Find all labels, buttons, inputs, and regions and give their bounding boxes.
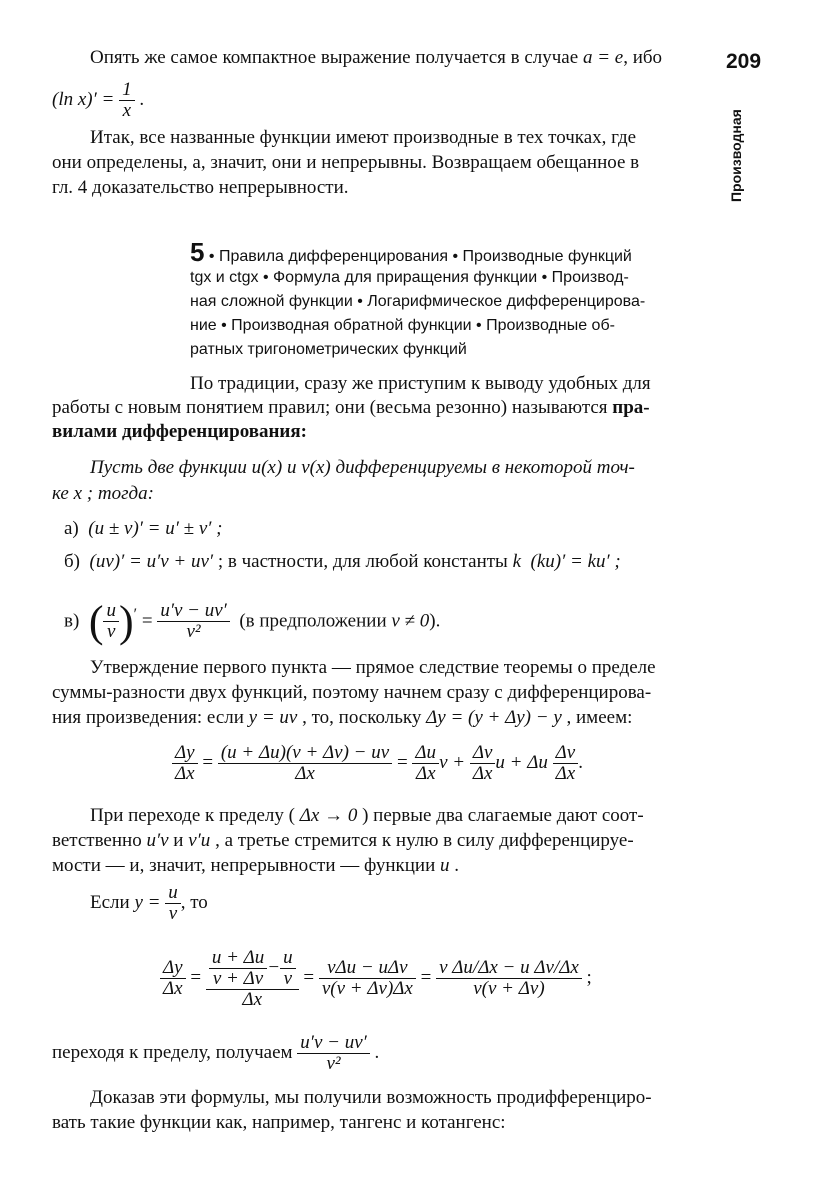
paragraph-line: вилами дифференцирования: [52, 421, 307, 442]
paragraph-line: они определены, а, значит, они и непрерывны. Возвращаем обещанное в [52, 152, 640, 173]
equation-quotient: $\frac{\Delta y}{\Delta x}$ = $\frac{u + \Delta u}{v + \Delta v}$ − $\frac{u}{v}$ Δx = $\frac{\text{vΔu − uΔv}}{v(v + \Delta v)\Delta x}$ = $\frac{\text{v Δu/Δx − u Δv/Δx}}{v(v + \Delta v)}$ ; [160, 938, 592, 1018]
paragraph-line: вать такие функции как, например, тангенс и котангенс: [52, 1112, 506, 1133]
section-heading-line: ратных тригонометрических функций [190, 341, 467, 358]
equation-product: $\frac{\Delta y}{\Delta x}$ = $\frac{(u + \Delta u)(v + \Delta v) - uv}{\Delta x}$ = $\frac{\Delta u}{\Delta x}$ v + $\frac{\Delta v}{\Delta x}$ u + Δu $\frac{\Delta v}{\Delta x}$ . [172, 738, 583, 788]
paragraph-line: При переходе к пределу ( Δx → 0 ) первые два слагаемые дают соот- [90, 805, 644, 826]
rule-b: б) (uv)′ = u′v + uv′ ; в частности, для любой константы k (ku)′ = ku′ ; [64, 551, 621, 572]
paragraph-line: ния произведения: если y = uv , то, поскольку Δy = (y + Δy) − y , имеем: [52, 707, 633, 728]
formula-ln-derivative: (ln x)′ = $\frac{1}{x}$ . [52, 79, 145, 121]
paragraph-line: работы с новым понятием правил; они (весьма резонно) называются пра- [52, 397, 650, 418]
paragraph-line: гл. 4 доказательство непрерывности. [52, 177, 349, 198]
rule-a: а) (u ± v)′ = u′ ± v′ ; [64, 518, 223, 539]
paragraph-line: Утверждение первого пункта — прямое следствие теоремы о пределе [90, 657, 656, 678]
section-heading: 5 • Правила дифференцирования • Производные функций [190, 237, 632, 267]
paragraph-line: Если y = $\frac{u}{v}$ , то [90, 882, 208, 925]
section-heading-line: ние • Производная обратной функции • Производные об- [190, 317, 615, 334]
section-heading-line: tgx и ctgx • Формула для приращения функции • Производ- [190, 269, 629, 286]
paragraph-line: Опять же самое компактное выражение получается в случае a = e, ибо [90, 47, 663, 68]
section-heading-line: ная сложной функции • Логарифмическое дифференцирова- [190, 293, 646, 310]
rule-c: в) ( $\frac{u}{v}$ )′ = $\frac{u'v - uv'}{\text{v²}}$ (в предположении v ≠ 0). [64, 596, 441, 646]
paragraph-line: Итак, все названные функции имеют производные в тех точках, где [90, 127, 637, 148]
paragraph-line: переходя к пределу, получаем $\frac{u'v - uv'}{\text{v²}}$ . [52, 1032, 380, 1075]
running-head: Производная [728, 109, 744, 202]
page-number: 209 [726, 50, 762, 73]
paragraph-line: ветственно u′v и v′u , а третье стремится к нулю в силу дифференцируе- [52, 830, 634, 851]
theorem-line: ке x ; тогда: [52, 483, 154, 504]
paragraph-line: По традиции, сразу же приступим к выводу удобных для [190, 373, 651, 394]
paragraph-line: мости — и, значит, непрерывности — функции u . [52, 855, 459, 876]
paragraph-line: суммы-разности двух функций, поэтому начнем сразу с дифференцирова- [52, 682, 652, 703]
theorem-line: Пусть две функции u(x) и v(x) дифференцируемы в некоторой точ- [90, 457, 635, 478]
paragraph-line: Доказав эти формулы, мы получили возможность продифференциро- [90, 1087, 652, 1108]
